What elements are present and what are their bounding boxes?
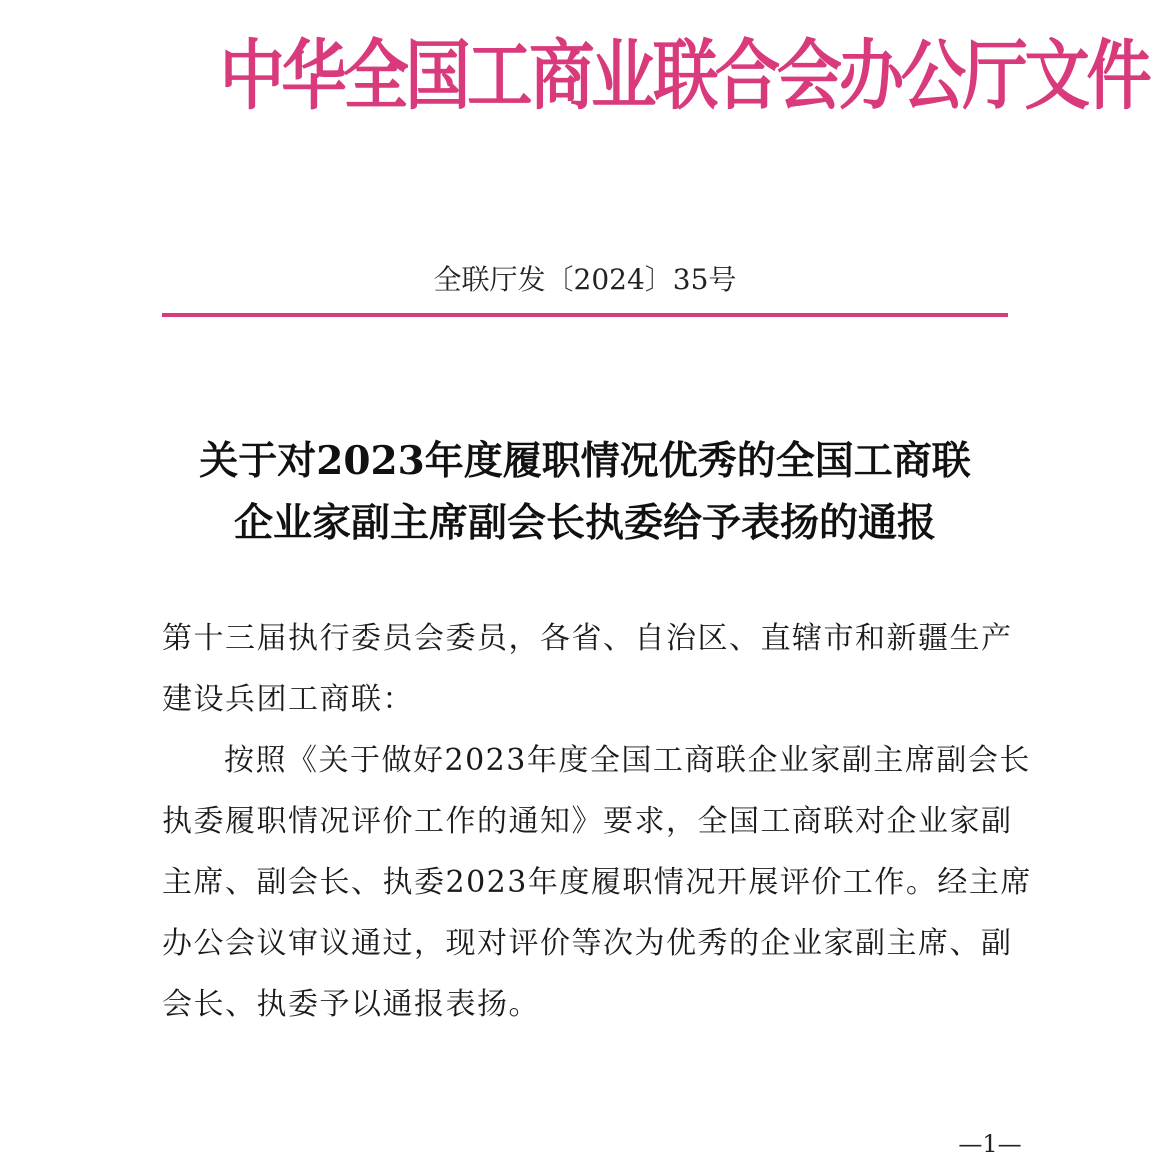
document-number: 全联厅发〔2024〕35号	[433, 263, 737, 296]
issuer-header-title: 中华全国工商业联合会办公厅文件	[219, 31, 1149, 120]
notice-title-line-2: 企业家副主席副会长执委给予表扬的通报	[233, 500, 936, 546]
recipients-line-1: 第十三届执行委员会委员，各省、自治区、直辖市和新疆生产	[162, 621, 1013, 656]
paragraph-line-4: 办公会议审议通过，现对评价等次为优秀的企业家副主席、副	[162, 926, 1013, 961]
paragraph-line-1: 按照《关于做好2023年度全国工商联企业家副主席副会长	[224, 743, 1031, 778]
header-red-divider	[162, 313, 1008, 317]
paragraph-line-2: 执委履职情况评价工作的通知》要求，全国工商联对企业家副	[162, 804, 1013, 839]
page-number: —1—	[958, 1130, 1022, 1158]
notice-title-line-1: 关于对2023年度履职情况优秀的全国工商联	[199, 438, 971, 484]
paragraph-line-5: 会长、执委予以通报表扬。	[162, 987, 540, 1022]
notice-title	[100, 430, 1070, 554]
paragraph-line-3: 主席、副会长、执委2023年度履职情况开展评价工作。经主席	[162, 865, 1032, 900]
recipients-line-2: 建设兵团工商联：	[162, 682, 414, 717]
notice-body	[162, 608, 1032, 1035]
